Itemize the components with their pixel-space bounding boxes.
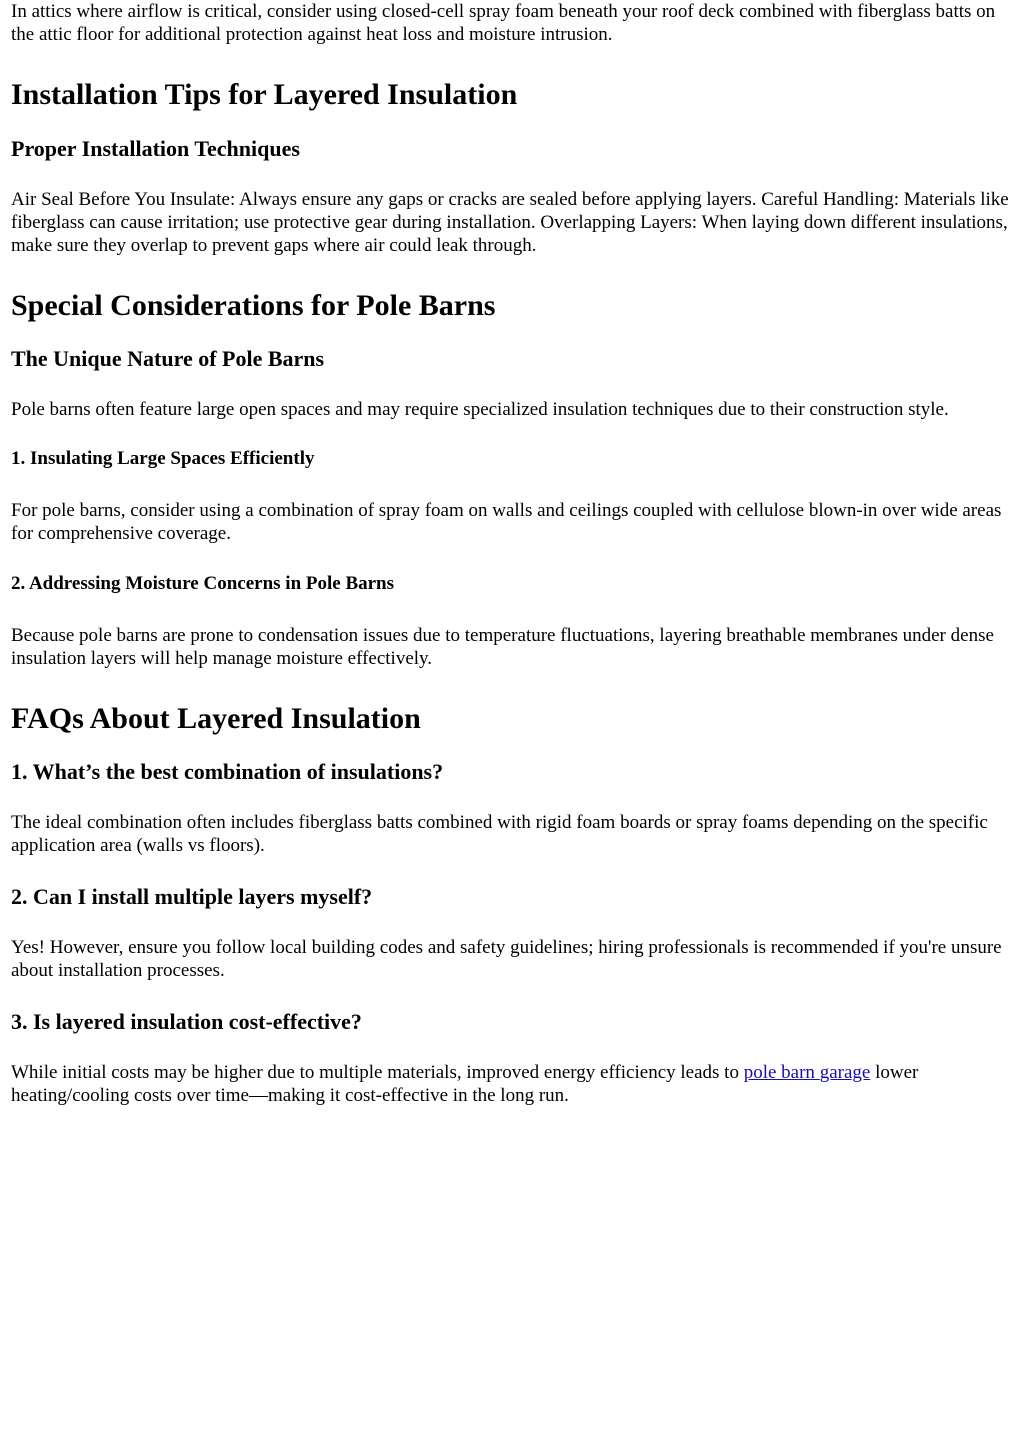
faq-question-3: 3. Is layered insulation cost-effective? xyxy=(11,1009,362,1034)
pole-barns-heading: Special Considerations for Pole Barns xyxy=(11,289,496,322)
faq-answer-1: The ideal combination often includes fiberglass batts combined with rigid foam boards or spray foams depending on the specific application area (walls vs floors). xyxy=(11,812,988,856)
pole-barns-subheading: The Unique Nature of Pole Barns xyxy=(11,346,325,371)
pole-barn-link[interactable]: pole barn xyxy=(743,1062,815,1083)
garage-link[interactable]: garage xyxy=(819,1062,871,1083)
faqs-heading: FAQs About Layered Insulation xyxy=(11,702,421,735)
pole-barns-item1-heading: 1. Insulating Large Spaces Efficiently xyxy=(11,448,315,469)
faq-answer-2: Yes! However, ensure you follow local building codes and safety guidelines; hiring professionals is recommended if you're unsure about installation processes. xyxy=(11,937,1002,981)
faq-answer-3-text-before: While initial costs may be higher due to multiple materials, improved energy efficiency leads to xyxy=(11,1062,744,1083)
pole-barns-item1-paragraph: For pole barns, consider using a combination of spray foam on walls and ceilings coupled with cellulose blown-in over wide areas for comprehensive coverage. xyxy=(11,500,1002,544)
faq-answer-3-text-after: lower heating/cooling costs over time—making it cost-effective in the long run. xyxy=(11,1062,919,1106)
pole-barns-item2-paragraph: Because pole barns are prone to condensation issues due to temperature fluctuations, layering breathable membranes under dense insulation layers will help manage moisture effectively. xyxy=(11,625,994,669)
intro-paragraph: In attics where airflow is critical, consider using closed-cell spray foam beneath your roof deck combined with fiberglass batts on the attic floor for additional protection against heat loss and moisture intrusion. xyxy=(11,1,996,45)
faq-answer-3 xyxy=(11,1061,1013,1107)
faq-question-2: 2. Can I install multiple layers myself? xyxy=(11,884,373,909)
pole-barns-paragraph: Pole barns often feature large open spaces and may require specialized insulation techniques due to their construction style. xyxy=(11,399,949,420)
pole-barns-item2-heading: 2. Addressing Moisture Concerns in Pole Barns xyxy=(11,573,395,594)
installation-heading: Installation Tips for Layered Insulation xyxy=(11,78,518,111)
faq-question-1: 1. What’s the best combination of insulations? xyxy=(11,759,444,784)
installation-paragraph: Air Seal Before You Insulate: Always ensure any gaps or cracks are sealed before applying layers. Careful Handling: Materials like fiberglass can cause irritation; use protective gear during installation. Overlapping Layers: When laying down different insulations, make sure they overlap to prevent gaps where air could leak through. xyxy=(11,189,1009,256)
installation-subheading: Proper Installation Techniques xyxy=(11,136,300,161)
